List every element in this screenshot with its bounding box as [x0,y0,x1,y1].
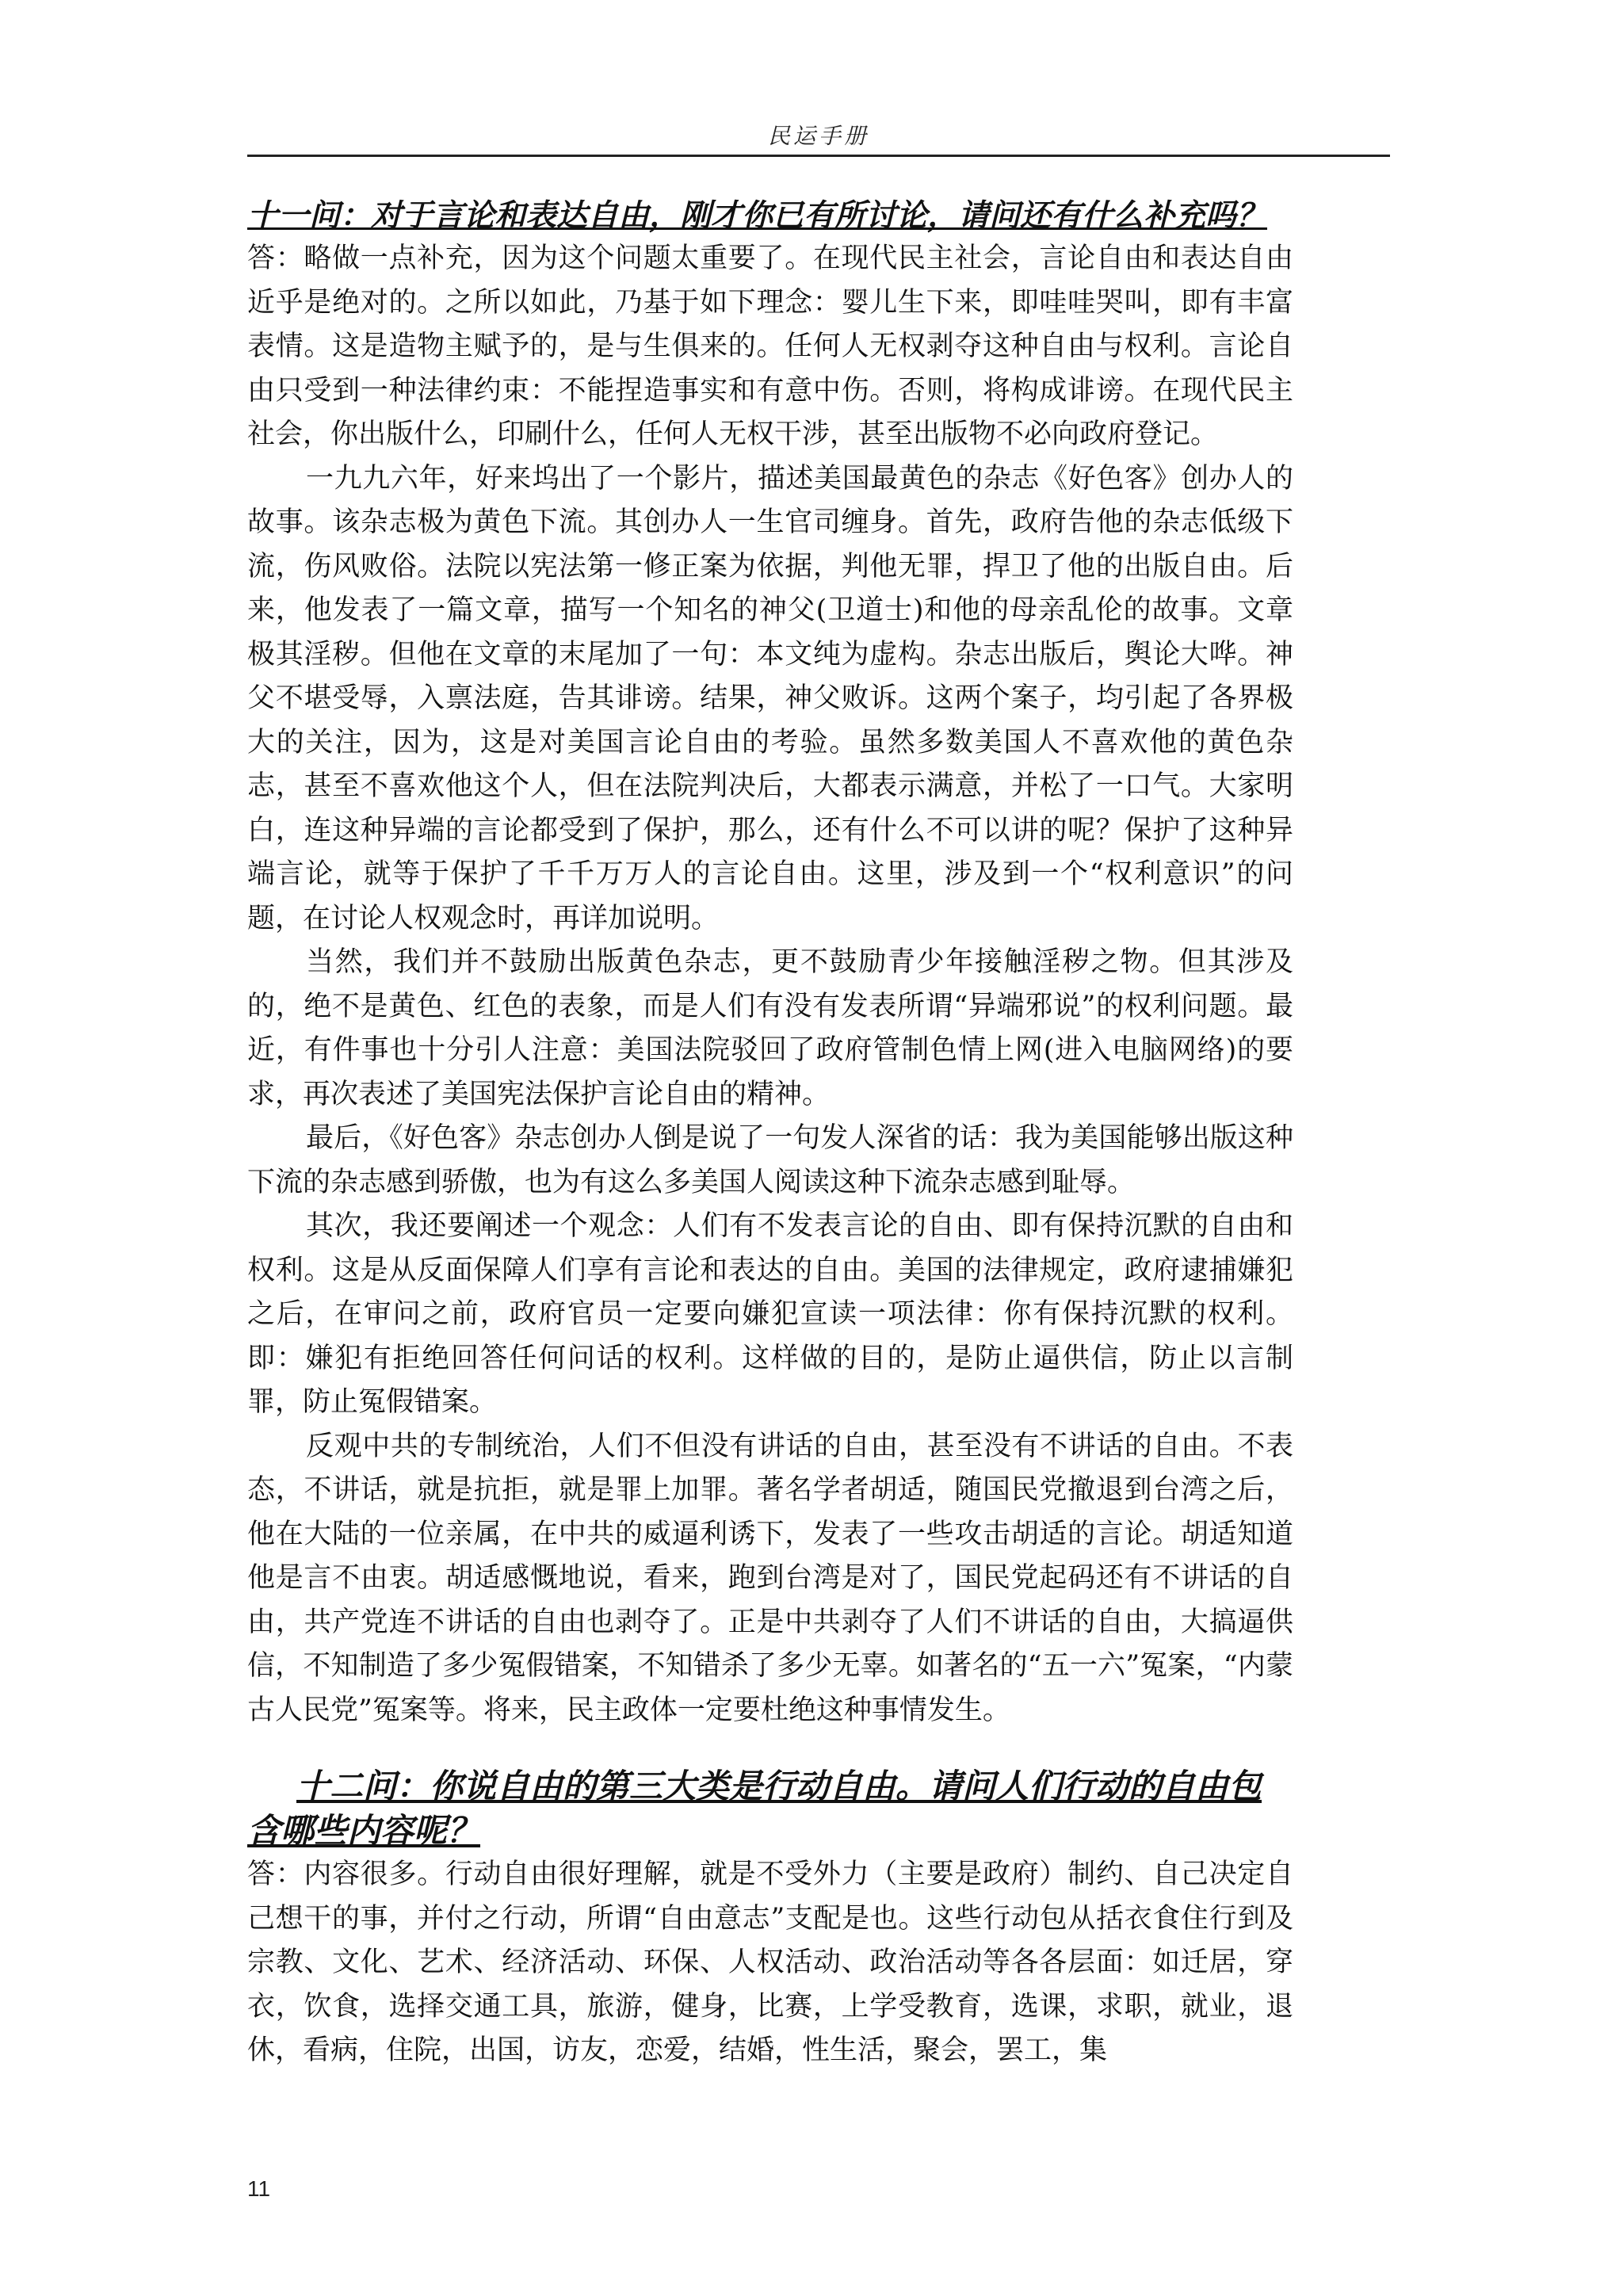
question-11-heading: 十一问：对于言论和表达自由，刚才你已有所讨论，请问还有什么补充吗？ [247,197,1268,234]
answer-11-paragraph-4: 最后，《好色客》杂志创办人倒是说了一句发人深省的话：我为美国能够出版这种下流的杂志感到骄傲，也为有这么多美国人阅读这种下流杂志感到耻辱。 [247,1122,1293,1198]
question-12-heading: 十二问：你说自由的第三大类是行动自由。请问人们行动的自由包含哪些内容呢？ [247,1767,1262,1850]
answer-12-paragraph-1: 答：内容很多。行动自由很好理解，就是不受外力（主要是政府）制约、自己决定自己想干的事，并付之行动，所谓“自由意志”支配是也。这些行动包从括衣食住行到及宗教、文化、艺术、经济活动、环保、人权活动、政治活动等各各层面：如迁居，穿衣，饮食，选择交通工具，旅游，健身，比赛，上学受教育，选课，求职，就业，退休，看病，住院，出国，访友，恋爱，结婚，性生活，聚会，罢工，集 [247,1859,1293,2066]
answer-11-paragraph-6: 反观中共的专制统治，人们不但没有讲话的自由，甚至没有不讲话的自由。不表态，不讲话，就是抗拒，就是罪上加罪。著名学者胡适，随国民党撤退到台湾之后，他在大陆的一位亲属，在中共的威逼利诱下，发表了一些攻击胡适的言论。胡适知道他是言不由衷。胡适感慨地说，看来，跑到台湾是对了，国民党起码还有不讲话的自由，共产党连不讲话的自由也剥夺了。正是中共剥夺了人们不讲话的自由，大搞逼供信，不知制造了多少冤假错案，不知错杀了多少无辜。如著名的“五一六”冤案，“内蒙古人民党”冤案等。将来，民主政体一定要杜绝这种事情发生。 [247,1430,1293,1726]
page-content [247,194,1293,2073]
answer-11-paragraph-1: 答：略做一点补充，因为这个问题太重要了。在现代民主社会，言论自由和表达自由近乎是绝对的。之所以如此，乃基于如下理念：婴儿生下来，即哇哇哭叫，即有丰富表情。这是造物主赋予的，是与生俱来的。任何人无权剥夺这种自由与权利。言论自由只受到一种法律约束：不能捏造事实和有意中伤。否则，将构成诽谤。在现代民主社会，你出版什么，印刷什么，任何人无权干涉，甚至出版物不必向政府登记。 [247,243,1293,450]
header-rule [247,155,1390,157]
answer-11-paragraph-2: 一九九六年，好来坞出了一个影片，描述美国最黄色的杂志《好色客》创办人的故事。该杂志极为黄色下流。其创办人一生官司缠身。首先，政府告他的杂志低级下流，伤风败俗。法院以宪法第一修正案为依据，判他无罪，捍卫了他的出版自由。后来，他发表了一篇文章，描写一个知名的神父(卫道士)和他的母亲乱伦的故事。文章极其淫秽。但他在文章的末尾加了一句：本文纯为虚构。杂志出版后，舆论大哗。神父不堪受辱，入禀法庭，告其诽谤。结果，神父败诉。这两个案子，均引起了各界极大的关注，因为，这是对美国言论自由的考验。虽然多数美国人不喜欢他的黄色杂志，甚至不喜欢他这个人，但在法院判决后，大都表示满意，并松了一口气。大家明白，连这种异端的言论都受到了保护，那么，还有什么不可以讲的呢？保护了这种异端言论，就等于保护了千千万万人的言论自由。这里，涉及到一个“权利意识”的问题，在讨论人权观念时，再详加说明。 [247,462,1293,934]
answer-11-paragraph-3: 当然，我们并不鼓励出版黄色杂志，更不鼓励青少年接触淫秽之物。但其涉及的，绝不是黄色、红色的表象，而是人们有没有发表所谓“异端邪说”的权利问题。最近，有件事也十分引人注意：美国法院驳回了政府管制色情上网(进入电脑网络)的要求，再次表述了美国宪法保护言论自由的精神。 [247,946,1293,1110]
page-number: 11 [247,2176,271,2201]
running-header: 民运手册 [767,123,869,149]
answer-11-paragraph-5: 其次，我还要阐述一个观念：人们有不发表言论的自由、即有保持沉默的自由和权利。这是从反面保障人们享有言论和表达的自由。美国的法律规定，政府逮捕嫌犯之后，在审问之前，政府官员一定要向嫌犯宣读一项法律：你有保持沉默的权利。即：嫌犯有拒绝回答任何问话的权利。这样做的目的，是防止逼供信，防止以言制罪，防止冤假错案。 [247,1210,1293,1418]
